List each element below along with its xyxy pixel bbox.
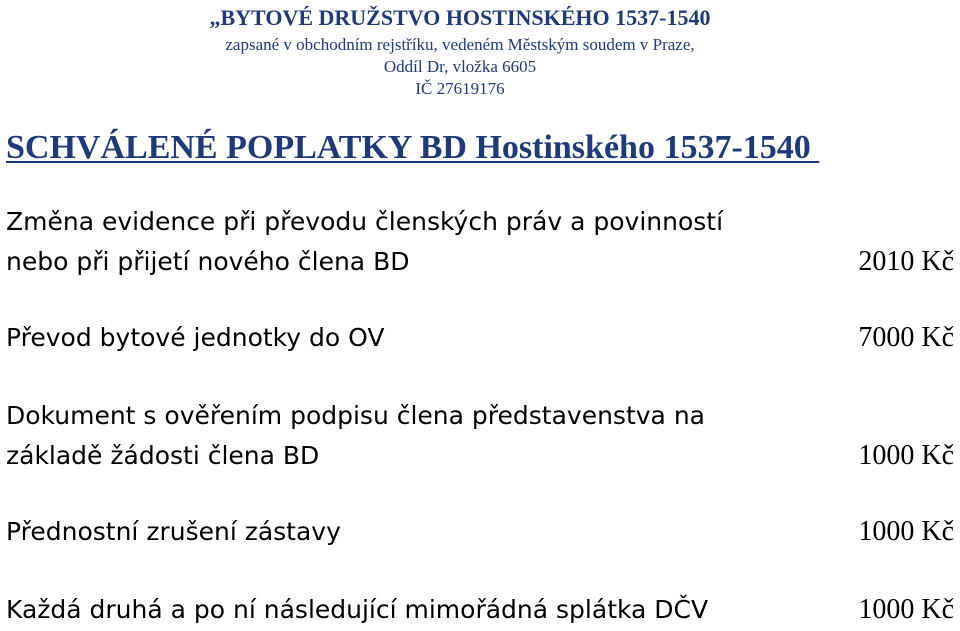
fee-price: 1000 Kč bbox=[858, 594, 954, 625]
fee-price: 7000 Kč bbox=[858, 322, 954, 353]
fee-row bbox=[6, 590, 954, 630]
fee-row bbox=[6, 396, 954, 476]
fee-row bbox=[6, 202, 954, 282]
fee-price: 1000 Kč bbox=[858, 516, 954, 547]
fee-description: Změna evidence při převodu členských práv a povinností nebo při přijetí nového člena BD bbox=[6, 207, 724, 276]
registration-note: zapsané v obchodním rejstříku, vedeném Městským soudem v Praze, bbox=[225, 35, 695, 54]
fee-description: Převod bytové jednotky do OV bbox=[6, 323, 385, 352]
fee-price: 2010 Kč bbox=[858, 246, 954, 277]
fee-row bbox=[6, 512, 954, 552]
page-title: SCHVÁLENÉ POPLATKY BD Hostinského 1537-1540 bbox=[6, 129, 820, 166]
company-id: IČ 27619176 bbox=[415, 79, 505, 98]
fee-price: 1000 Kč bbox=[858, 440, 954, 471]
fee-description: Dokument s ověřením podpisu člena představenstva na základě žádosti člena BD bbox=[6, 401, 705, 470]
fee-description: Přednostní zrušení zástavy bbox=[6, 517, 341, 546]
cooperative-name: „BYTOVÉ DRUŽSTVO HOSTINSKÉHO 1537-1540 bbox=[209, 5, 711, 30]
fee-description: Každá druhá a po ní následující mimořádná splátka DČV bbox=[6, 595, 709, 624]
registry-division: Oddíl Dr, vložka 6605 bbox=[383, 57, 537, 76]
fee-row bbox=[6, 318, 954, 358]
